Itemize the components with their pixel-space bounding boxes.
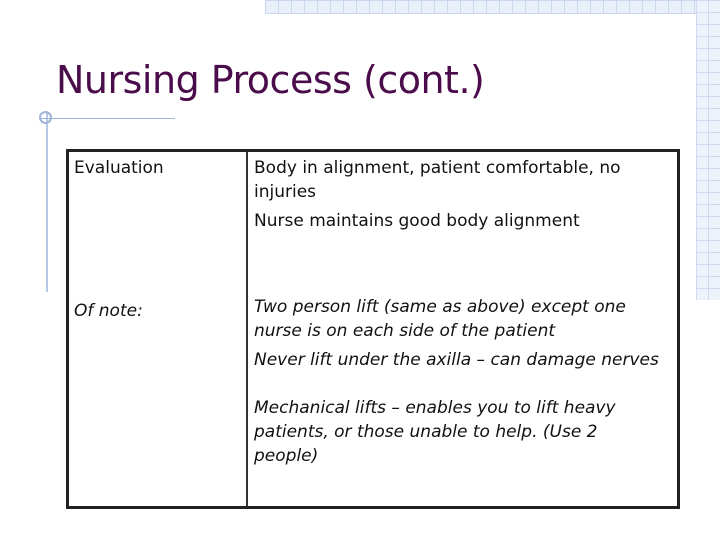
column-divider [246,152,248,506]
decorative-grid-top [265,0,720,14]
decorative-vertical-line [46,112,48,292]
row-value-evaluation [254,156,679,238]
text-line: patients, or those unable to help. (Use 2 [254,422,598,442]
decorative-circle-icon [39,111,52,124]
decorative-grid-right [696,0,720,300]
paragraph [254,295,679,343]
paragraph [254,156,679,204]
text-line: injuries [254,182,317,202]
text-line: Two person lift (same as above) except one [254,297,626,317]
content-table [66,149,680,509]
paragraph [254,348,679,372]
text-line: Never lift under the axilla – can damage nerves [254,350,659,370]
text-line: Body in alignment, patient comfortable, no [254,158,621,178]
text-line: nurse is on each side of the patient [254,321,556,341]
row-value-of-note [254,295,679,473]
row-label-of-note: Of note: [74,301,143,321]
paragraph [254,396,679,468]
paragraph [254,209,679,233]
slide-title: Nursing Process (cont.) [56,58,485,102]
text-line: Nurse maintains good body alignment [254,211,580,231]
row-label-evaluation: Evaluation [74,158,164,178]
decorative-horizontal-line [40,118,175,119]
spacer [254,377,679,396]
text-line: Mechanical lifts – enables you to lift heavy [254,398,616,418]
text-line: people) [254,446,319,466]
